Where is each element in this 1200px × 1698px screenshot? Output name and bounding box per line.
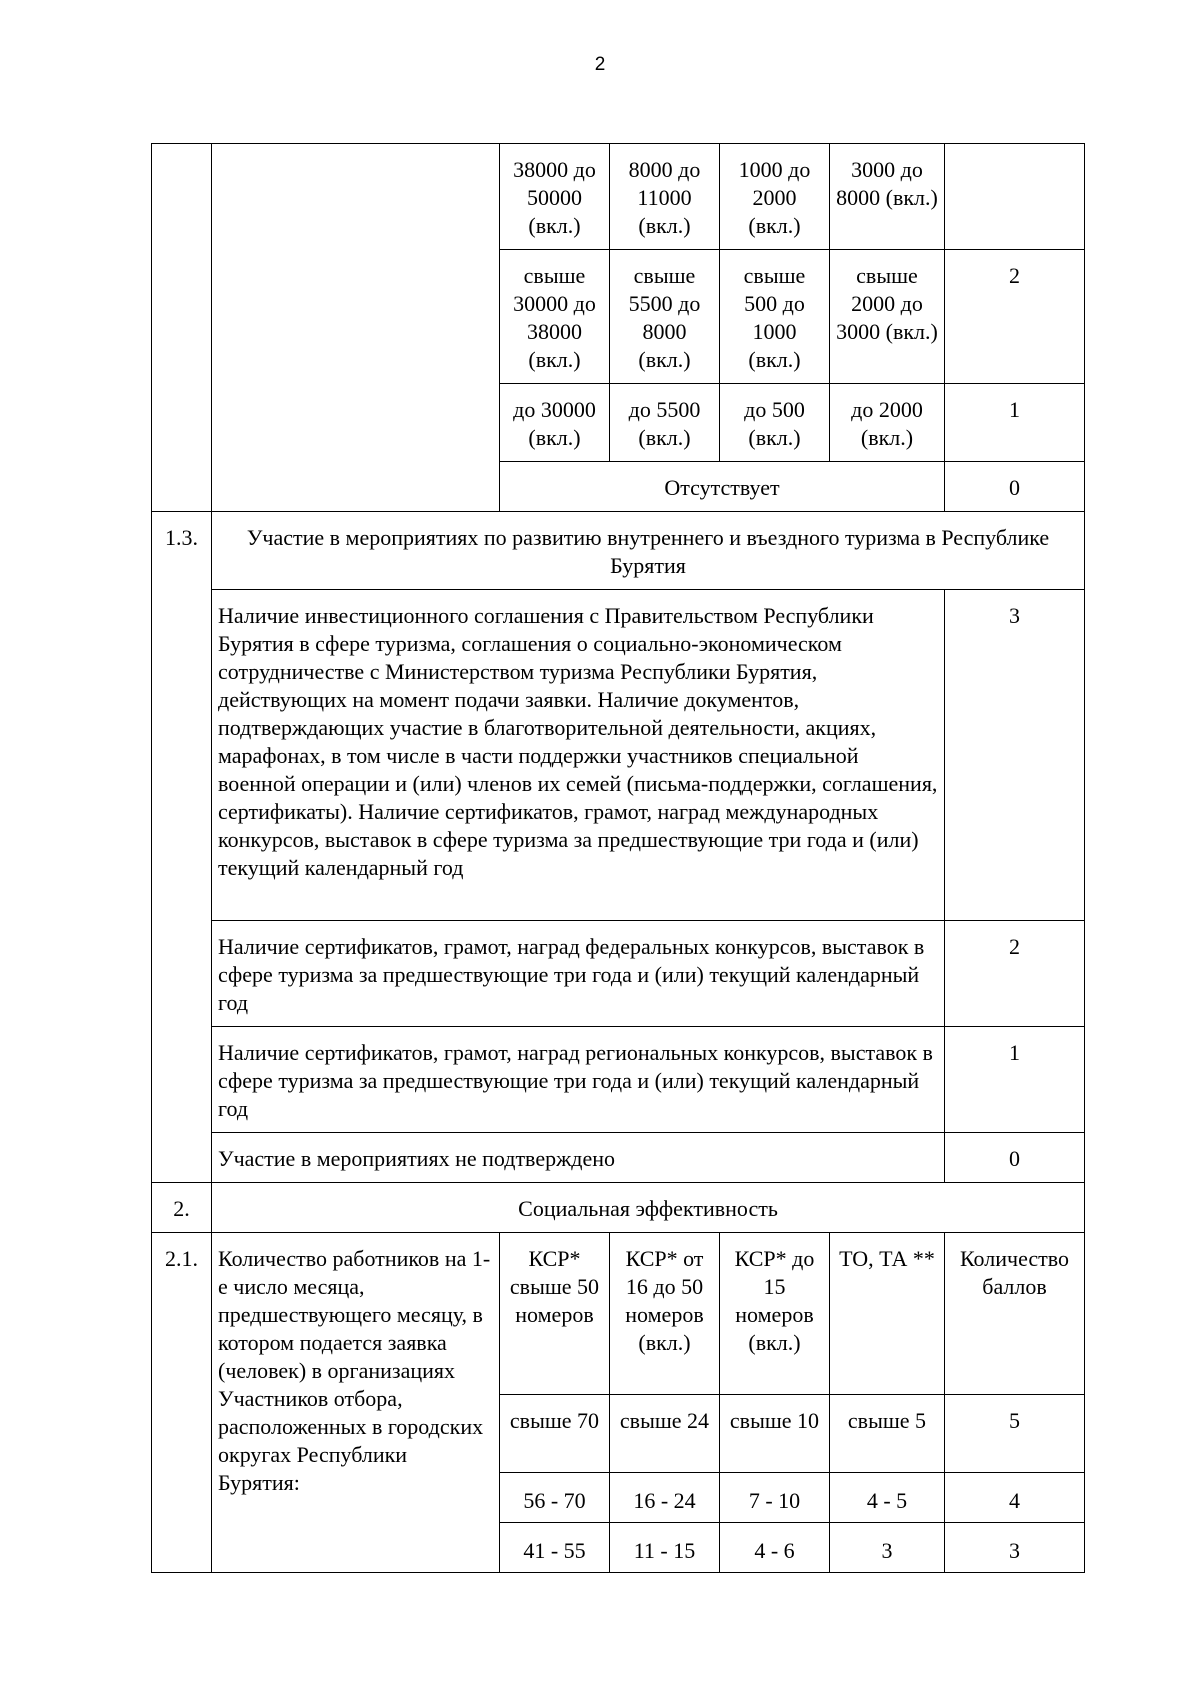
table-cell: 1000 до 2000 (вкл.) — [720, 144, 830, 250]
section-header-row — [152, 512, 1085, 590]
table-cell: 3000 до 8000 (вкл.) — [830, 144, 945, 250]
table-cell: свыше 5500 до 8000 (вкл.) — [610, 250, 720, 384]
section-number: 2.1. — [152, 1233, 212, 1573]
score-cell: 0 — [945, 462, 1085, 512]
empty-num-cell — [152, 144, 212, 512]
criterion-text: Участие в мероприятиях не подтверждено — [212, 1133, 945, 1183]
score-cell: 5 — [945, 1395, 1085, 1473]
table-row — [152, 921, 1085, 1027]
section-number: 1.3. — [152, 512, 212, 1183]
score-cell: 1 — [945, 384, 1085, 462]
table-row — [152, 590, 1085, 921]
criteria-table — [151, 143, 1085, 1573]
criterion-text: Наличие сертификатов, грамот, наград федеральных конкурсов, выставок в сфере туризма за предшествующие три года и (или) текущий календарный год — [212, 921, 945, 1027]
table-row — [152, 1133, 1085, 1183]
table-cell: свыше 5 — [830, 1395, 945, 1473]
table-cell: 11 - 15 — [610, 1523, 720, 1573]
score-cell: 4 — [945, 1473, 1085, 1523]
criterion-text: Наличие инвестиционного соглашения с Правительством Республики Бурятия в сфере туризма, соглашения о социально-экономическом сотрудничестве с Министерством туризма Республики Бурятия, действующих на момент подачи заявки. Наличие документов, подтверждающих участие в благотворительной деятельности, акциях, марафонах, в том числе в части поддержки участников специальной военной операции и (или) членов их семей (письма-поддержки, соглашения, сертификаты). Наличие сертификатов, грамот, наград международных конкурсов, выставок в сфере туризма за предшествующие три года и (или) текущий календарный год — [212, 590, 945, 921]
column-header: Количество баллов — [945, 1233, 1085, 1395]
table-cell: свыше 70 — [500, 1395, 610, 1473]
table-row — [152, 1233, 1085, 1395]
table-cell: 38000 до 50000 (вкл.) — [500, 144, 610, 250]
table-cell: 16 - 24 — [610, 1473, 720, 1523]
table-cell: до 30000 (вкл.) — [500, 384, 610, 462]
table-cell: свыше 500 до 1000 (вкл.) — [720, 250, 830, 384]
score-cell: 1 — [945, 1027, 1085, 1133]
column-header: КСР* свыше 50 номеров — [500, 1233, 610, 1395]
table-cell: до 5500 (вкл.) — [610, 384, 720, 462]
empty-desc-cell — [212, 144, 500, 512]
score-cell: 3 — [945, 1523, 1085, 1573]
table-cell: 4 - 6 — [720, 1523, 830, 1573]
section-title: Социальная эффективность — [212, 1183, 1085, 1233]
table-cell: 56 - 70 — [500, 1473, 610, 1523]
table-cell: 4 - 5 — [830, 1473, 945, 1523]
score-cell — [945, 144, 1085, 250]
table-cell: свыше 30000 до 38000 (вкл.) — [500, 250, 610, 384]
section-number: 2. — [152, 1183, 212, 1233]
score-cell: 3 — [945, 590, 1085, 921]
table-cell: до 500 (вкл.) — [720, 384, 830, 462]
score-cell: 2 — [945, 250, 1085, 384]
absent-label: Отсутствует — [500, 462, 945, 512]
criterion-description: Количество работников на 1-е число месяца, предшествующего месяцу, в котором подается заявка (человек) в организациях Участников отбора, расположенных в городских округах Республики Бурятия: — [212, 1233, 500, 1573]
table-cell: свыше 24 — [610, 1395, 720, 1473]
criterion-text: Наличие сертификатов, грамот, наград региональных конкурсов, выставок в сфере туризма за предшествующие три года и (или) текущий календарный год — [212, 1027, 945, 1133]
section-title: Участие в мероприятиях по развитию внутреннего и въездного туризма в Республике Бурятия — [212, 512, 1085, 590]
table-cell: 8000 до 11000 (вкл.) — [610, 144, 720, 250]
page-number: 2 — [594, 54, 606, 75]
table-cell: до 2000 (вкл.) — [830, 384, 945, 462]
table-cell: 41 - 55 — [500, 1523, 610, 1573]
table-cell: 7 - 10 — [720, 1473, 830, 1523]
table-cell: 3 — [830, 1523, 945, 1573]
column-header: КСР* до 15 номеров (вкл.) — [720, 1233, 830, 1395]
score-cell: 0 — [945, 1133, 1085, 1183]
column-header: ТО, ТА ** — [830, 1233, 945, 1395]
table-cell: свыше 2000 до 3000 (вкл.) — [830, 250, 945, 384]
score-cell: 2 — [945, 921, 1085, 1027]
column-header: КСР* от 16 до 50 номеров (вкл.) — [610, 1233, 720, 1395]
section-header-row — [152, 1183, 1085, 1233]
table-row — [152, 1027, 1085, 1133]
table-cell: свыше 10 — [720, 1395, 830, 1473]
table-row — [152, 144, 1085, 250]
